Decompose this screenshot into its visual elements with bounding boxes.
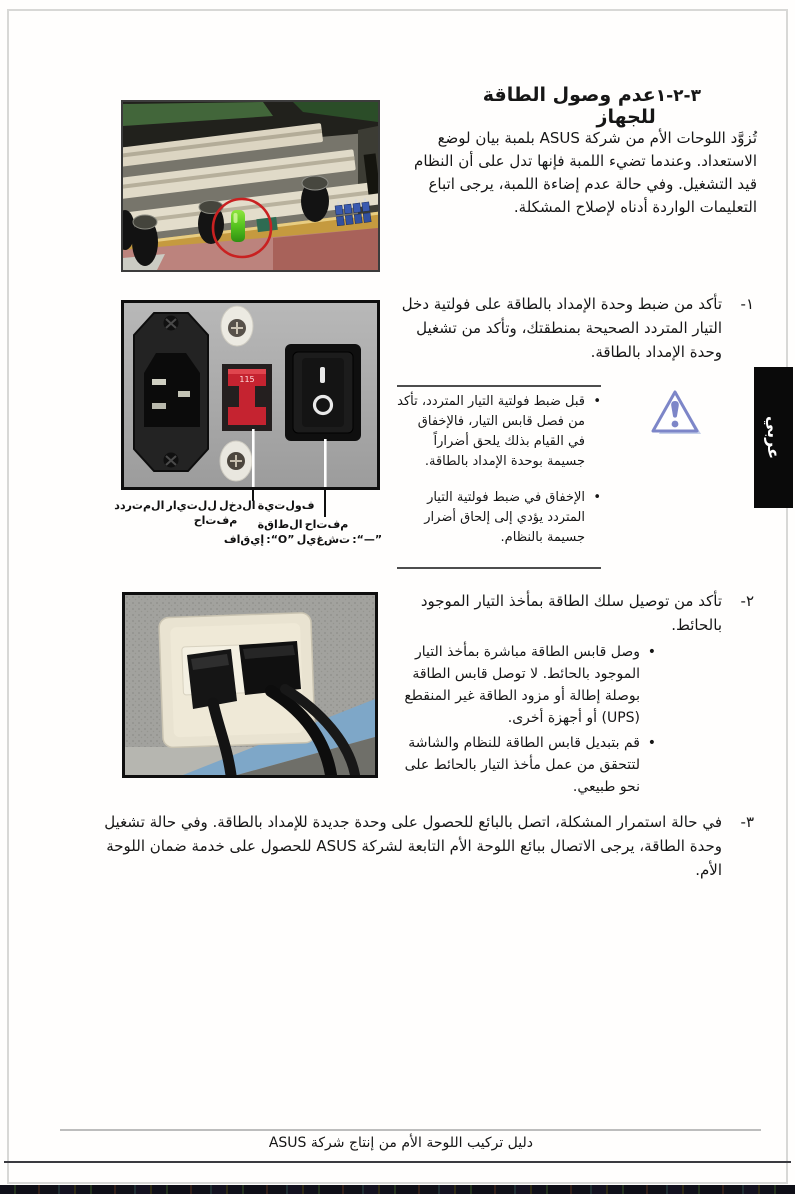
step-2-text: تأكد من توصيل سلك الطاقة بمأخذ التيار الموجود بالحائط. — [420, 592, 722, 634]
language-side-tab — [754, 367, 793, 508]
voltage-selector-switch — [222, 364, 272, 431]
bullet-icon: • — [647, 735, 656, 751]
step-2-bullet — [397, 641, 656, 729]
bullet-icon: • — [593, 394, 601, 409]
step-3 — [88, 810, 754, 882]
warning-item-text: قبل ضبط فولتية التيار المتردد، تأكد من فصل قابس التيار، فالإخفاق في القيام بذلك يلحق أضراراً جسيمة بوحدة الإمداد بالطاقة. — [397, 394, 585, 469]
step-2-bullets — [397, 641, 656, 798]
warning-item — [397, 488, 601, 548]
step-2 — [397, 589, 754, 637]
warning-item — [397, 392, 601, 472]
step-1 — [397, 292, 754, 364]
warning-item-text: الإخفاق في ضبط فولتية التيار المتردد يؤدي إلى إلحاق أضرار جسيمة بالنظام. — [424, 490, 585, 545]
section-title: عدم وصول الطاقة للجهاز — [482, 84, 656, 128]
warning-rule-bottom — [397, 567, 601, 569]
psu-rear-panel-photo — [121, 300, 380, 490]
rocker-on-mark — [320, 367, 325, 383]
language-side-tab-label: عربي — [764, 415, 784, 460]
voltage-switch-label: د‌د‌ر‌ت‌م‌ل‌ا ر‌ا‌ي‌ت‌ل‌ل ل‌خ‌د‌ل‌ا ة‌ي‌ت‌ل‌و‌ف ح‌ا‌ت‌ف‌م — [114, 499, 317, 527]
bullet-icon: • — [647, 644, 656, 660]
step-2-number: ٢- — [740, 592, 754, 610]
power-rocker-switch — [285, 344, 361, 441]
step-2-bullet-text: وصل قابس الطاقة مباشرة بمأخذ التيار الموجود بالحائط. لا توصل قابس الطاقة بوصلة إطالة أو مزود الطاقة غير المنقطع (UPS) أو أجهزة أخرى. — [404, 644, 640, 726]
step-3-text: في حالة استمرار المشكلة، اتصل بالبائع للحصول على وحدة جديدة للإمداد بالطاقة. وفي حالة تشغيل وحدة الطاقة، يرجى الاتصال ببائع اللوحة الأم التابعة لشركة ASUS للحصول على خدمة ضمان اللوحة الأم. — [104, 813, 722, 879]
step-1-number: ١- — [740, 295, 754, 313]
footer-rule — [60, 1129, 761, 1131]
scan-artifact-strip — [0, 1185, 795, 1194]
power-switch-label-line1: ة‌ق‌ا‌ط‌ل‌ا ح‌ا‌ت‌ف‌م — [257, 518, 349, 531]
outlet-photo-graphic — [125, 595, 375, 775]
footer-text: دليل تركيب اللوحة الأم من إنتاج شركة ASUS — [268, 1135, 533, 1151]
power-switch-label-line2: ف‌ا‌ق‌ي‌إ :“O” ل‌ي‌غ‌ش‌ت :“—” — [223, 533, 383, 546]
step-2-bullet — [397, 732, 656, 798]
scan-artifact-line — [4, 1161, 791, 1163]
warning-rule-top — [397, 385, 601, 387]
voltage-value-text: 115 — [239, 375, 255, 384]
step-3-number: ٣- — [740, 813, 754, 831]
callout-line-power — [324, 439, 327, 487]
wall-outlet-photo — [122, 592, 378, 778]
step-2-bullet-text: قم بتبديل قابس الطاقة للنظام والشاشة لتتحقق من عمل مأخذ التيار بالحائط على نحو طبيعي. — [404, 735, 640, 795]
section-heading — [433, 84, 701, 128]
motherboard-standby-led-photo — [121, 100, 380, 272]
intro-paragraph: تُزوَّد اللوحات الأم من شركة ASUS بلمبة بيان لوضع الاستعداد. وعندما تضيء اللمبة فإنها تدل على أن النظام قيد التشغيل. وفي حالة عدم إضاءة اللمبة، يرجى اتباع التعليمات الواردة أدناه لإصلاح المشكلة. — [414, 129, 757, 216]
step-1-text: تأكد من ضبط وحدة الإمداد بالطاقة على فولتية دخل التيار المتردد الصحيحة بمنطقتك، وتأكد من تشغيل وحدة الإمداد بالطاقة. — [401, 295, 722, 361]
callout-line-power-ext — [324, 490, 326, 517]
bullet-icon: • — [593, 490, 601, 505]
callout-line-voltage — [252, 429, 255, 487]
standby-led — [231, 210, 245, 242]
motherboard-photo-graphic — [123, 102, 378, 270]
psu-photo-graphic — [124, 303, 377, 487]
section-number: ٣-٢-١ — [655, 86, 701, 106]
power-switch-label — [208, 517, 398, 547]
ac-inlet — [134, 313, 208, 471]
warning-list — [397, 392, 601, 548]
warning-triangle-icon — [649, 388, 703, 438]
